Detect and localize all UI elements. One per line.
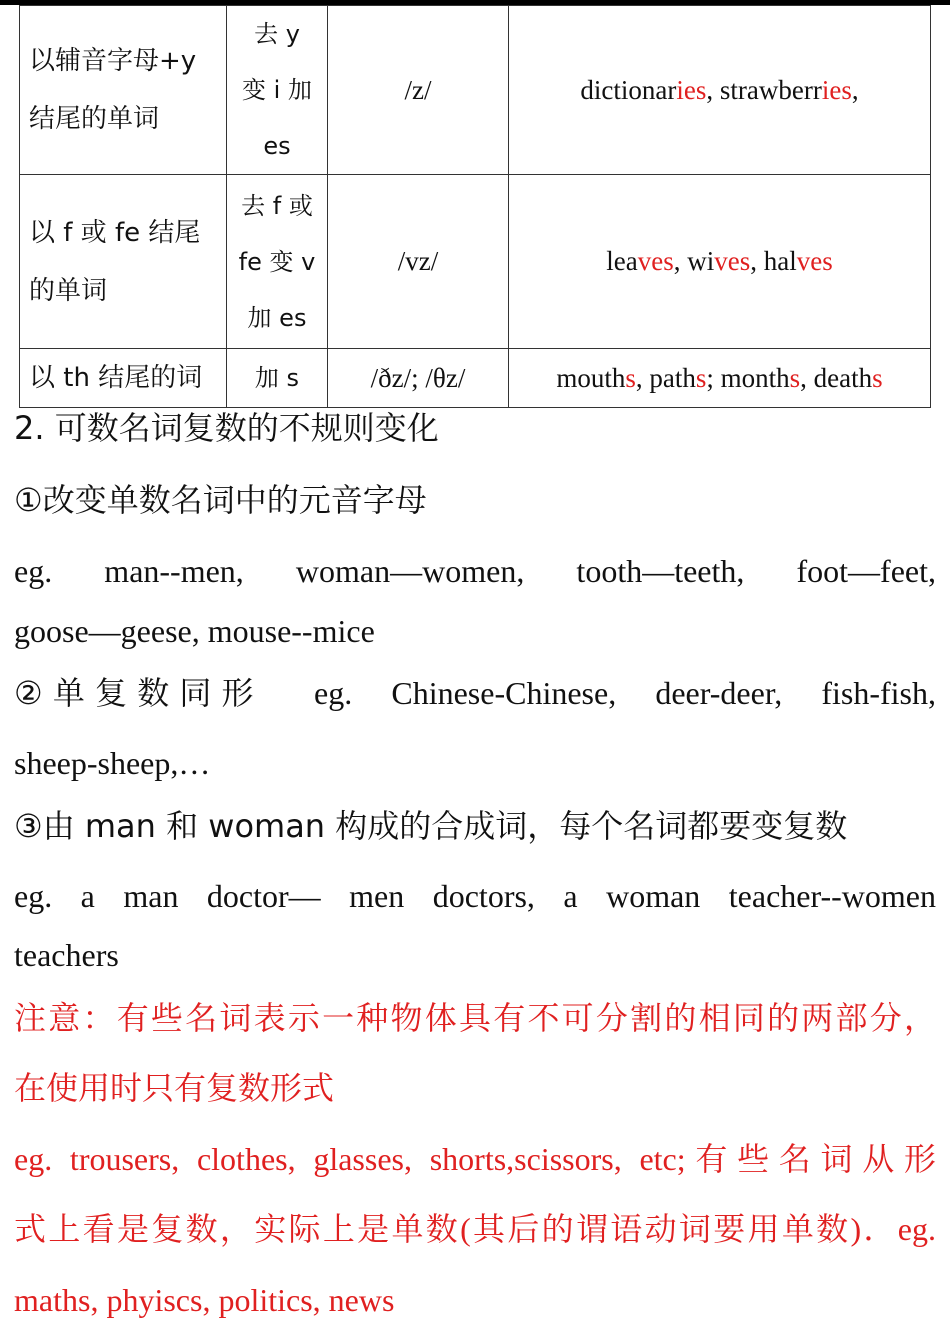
rule-text: 加 s bbox=[254, 364, 300, 392]
category-text: 以 th 结尾的词 bbox=[29, 363, 203, 393]
table-row bbox=[20, 349, 931, 408]
word-stem: , strawberr bbox=[706, 74, 822, 105]
examples-cell bbox=[509, 175, 931, 349]
word-stem: , hal bbox=[750, 246, 797, 276]
example-line: goose—geese, mouse--mice bbox=[14, 613, 375, 649]
examples-cell bbox=[509, 6, 931, 175]
rule-text: es bbox=[263, 132, 291, 160]
word-stem: , path bbox=[635, 362, 696, 393]
plural-ending: ies bbox=[821, 74, 852, 105]
word-stem: , wi bbox=[673, 246, 715, 276]
category-cell bbox=[20, 6, 227, 175]
note-line: maths, phyiscs, politics, news bbox=[14, 1282, 395, 1318]
category-text: 结尾的单词 bbox=[29, 104, 160, 134]
table-row bbox=[20, 6, 931, 175]
category-text: 的单词 bbox=[29, 275, 108, 306]
plural-ending: s bbox=[872, 362, 883, 393]
plural-ending: ies bbox=[676, 74, 707, 105]
table-row bbox=[20, 175, 931, 349]
example-line: teachers bbox=[14, 937, 119, 973]
section-heading: 2. 可数名词复数的不规则变化 bbox=[14, 409, 439, 447]
word-stem: , death bbox=[800, 362, 873, 393]
plural-rules-table bbox=[19, 5, 931, 408]
plural-ending: s bbox=[789, 362, 801, 393]
category-text: 以 f 或 fe 结尾 bbox=[29, 217, 201, 248]
note-line: eg. trousers, clothes, glasses, shorts,scissors, etc;有些名词从形 bbox=[14, 1141, 936, 1177]
sound-cell: /z/ bbox=[328, 6, 509, 175]
plural-ending: ves bbox=[714, 246, 751, 276]
rule-text: 加 es bbox=[247, 303, 307, 332]
category-cell bbox=[20, 175, 227, 349]
rule-cell bbox=[227, 349, 328, 408]
word-stem: mouth bbox=[556, 362, 626, 393]
rule-text: 去 f 或 bbox=[241, 191, 313, 220]
word-stem: dictionar bbox=[580, 74, 677, 105]
item-title: ①改变单数名词中的元音字母 bbox=[14, 481, 427, 519]
rule-text: fe 变 v bbox=[238, 247, 316, 276]
category-cell bbox=[20, 349, 227, 408]
plural-ending: ves bbox=[796, 246, 833, 276]
item-title: ② 单 复 数 同 形 bbox=[14, 674, 254, 712]
sound-cell: /ðz/; /θz/ bbox=[328, 349, 509, 408]
example-line: sheep-sheep,… bbox=[14, 745, 211, 781]
item-row bbox=[14, 673, 936, 713]
rule-cell bbox=[227, 175, 328, 349]
word-stem: ; month bbox=[706, 362, 790, 393]
example-line: eg. Chinese-Chinese, deer-deer, fish-fish, bbox=[314, 675, 936, 711]
plural-ending: s bbox=[695, 362, 707, 393]
plural-ending: ves bbox=[637, 246, 674, 276]
rule-text: 去 y bbox=[254, 20, 300, 48]
rule-cell bbox=[227, 6, 328, 175]
example-line: eg. a man doctor— men doctors, a woman teacher--women bbox=[14, 878, 936, 914]
category-text: 以辅音字母+y bbox=[29, 46, 197, 76]
word-stem: lea bbox=[606, 246, 638, 276]
word-stem: , bbox=[851, 74, 859, 105]
example-line: eg. man--men, woman—women, tooth—teeth, foot—feet, bbox=[14, 553, 936, 589]
note-line: 在使用时只有复数形式 bbox=[14, 1069, 335, 1107]
examples-cell bbox=[509, 349, 931, 408]
note-line: 注意：有些名词表示一种物体具有不可分割的相同的两部分， bbox=[14, 999, 936, 1037]
plural-ending: s bbox=[625, 362, 636, 393]
sound-cell: /vz/ bbox=[328, 175, 509, 349]
item-title: ③由 man 和 woman 构成的合成词，每个名词都要变复数 bbox=[14, 807, 848, 845]
rule-text: 变 i 加 bbox=[242, 76, 312, 104]
note-line: 式上看是复数，实际上是单数(其后的谓语动词要用单数)．eg. bbox=[14, 1211, 936, 1247]
